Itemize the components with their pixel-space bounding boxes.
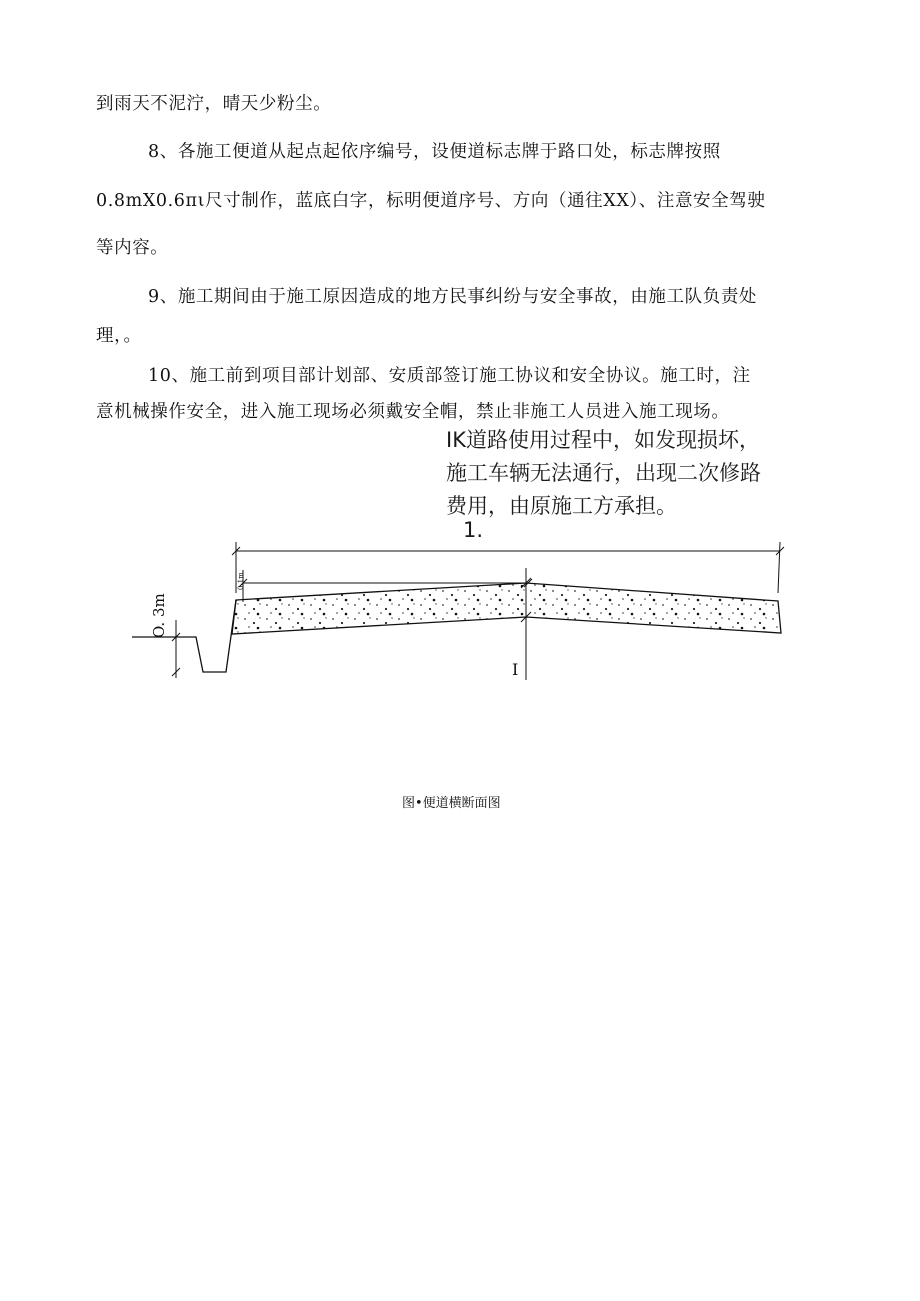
paragraph-8-line-3: 等内容。: [96, 238, 169, 258]
centerline-mark: I: [512, 660, 519, 679]
paragraph-10-line-2: 意机械操作安全，进入施工现场必须戴安全帽，禁止非施工人员进入施工现场。: [96, 402, 730, 422]
paragraph-10-line-1: 10、施工前到项目部计划部、安质部签订施工协议和安全协议。施工时，注: [148, 366, 751, 386]
ditch-depth-label: O. 3m: [150, 593, 168, 638]
figure-caption: 图•便道横断面图: [402, 796, 501, 811]
paragraph-8-line-1: 8、各施工便道从起点起依序编号，设便道标志牌于路口处，标志牌按照: [148, 142, 721, 162]
paragraph-9-line-2: 理，。: [96, 326, 142, 346]
layer-thickness-label: 0.1m: [237, 572, 245, 590]
side-ditch: [132, 600, 236, 672]
paragraph-8-line-2: 0.8mX0.6πι尺寸制作，蓝底白字，标明便道序号、方向（通往XX）、注意安全驾驶: [96, 191, 766, 211]
paragraph-7-tail: 到雨天不泥泞，晴天少粉尘。: [96, 94, 332, 114]
overlay-note-line-2: 施工车辆无法通行，出现二次修路: [446, 461, 761, 485]
paragraph-9-line-1: 9、施工期间由于施工原因造成的地方民事纠纷与安全事故，由施工队负责处: [148, 287, 758, 307]
overlay-note-number: 1.: [463, 518, 484, 542]
ditch-depth-dimension: [172, 620, 180, 678]
overlay-note-line-1: IK道路使用过程中，如发现损坏，: [446, 428, 760, 452]
overlay-note-line-3: 费用，由原施工方承担。: [446, 494, 677, 518]
pavement-layer: [232, 583, 781, 634]
